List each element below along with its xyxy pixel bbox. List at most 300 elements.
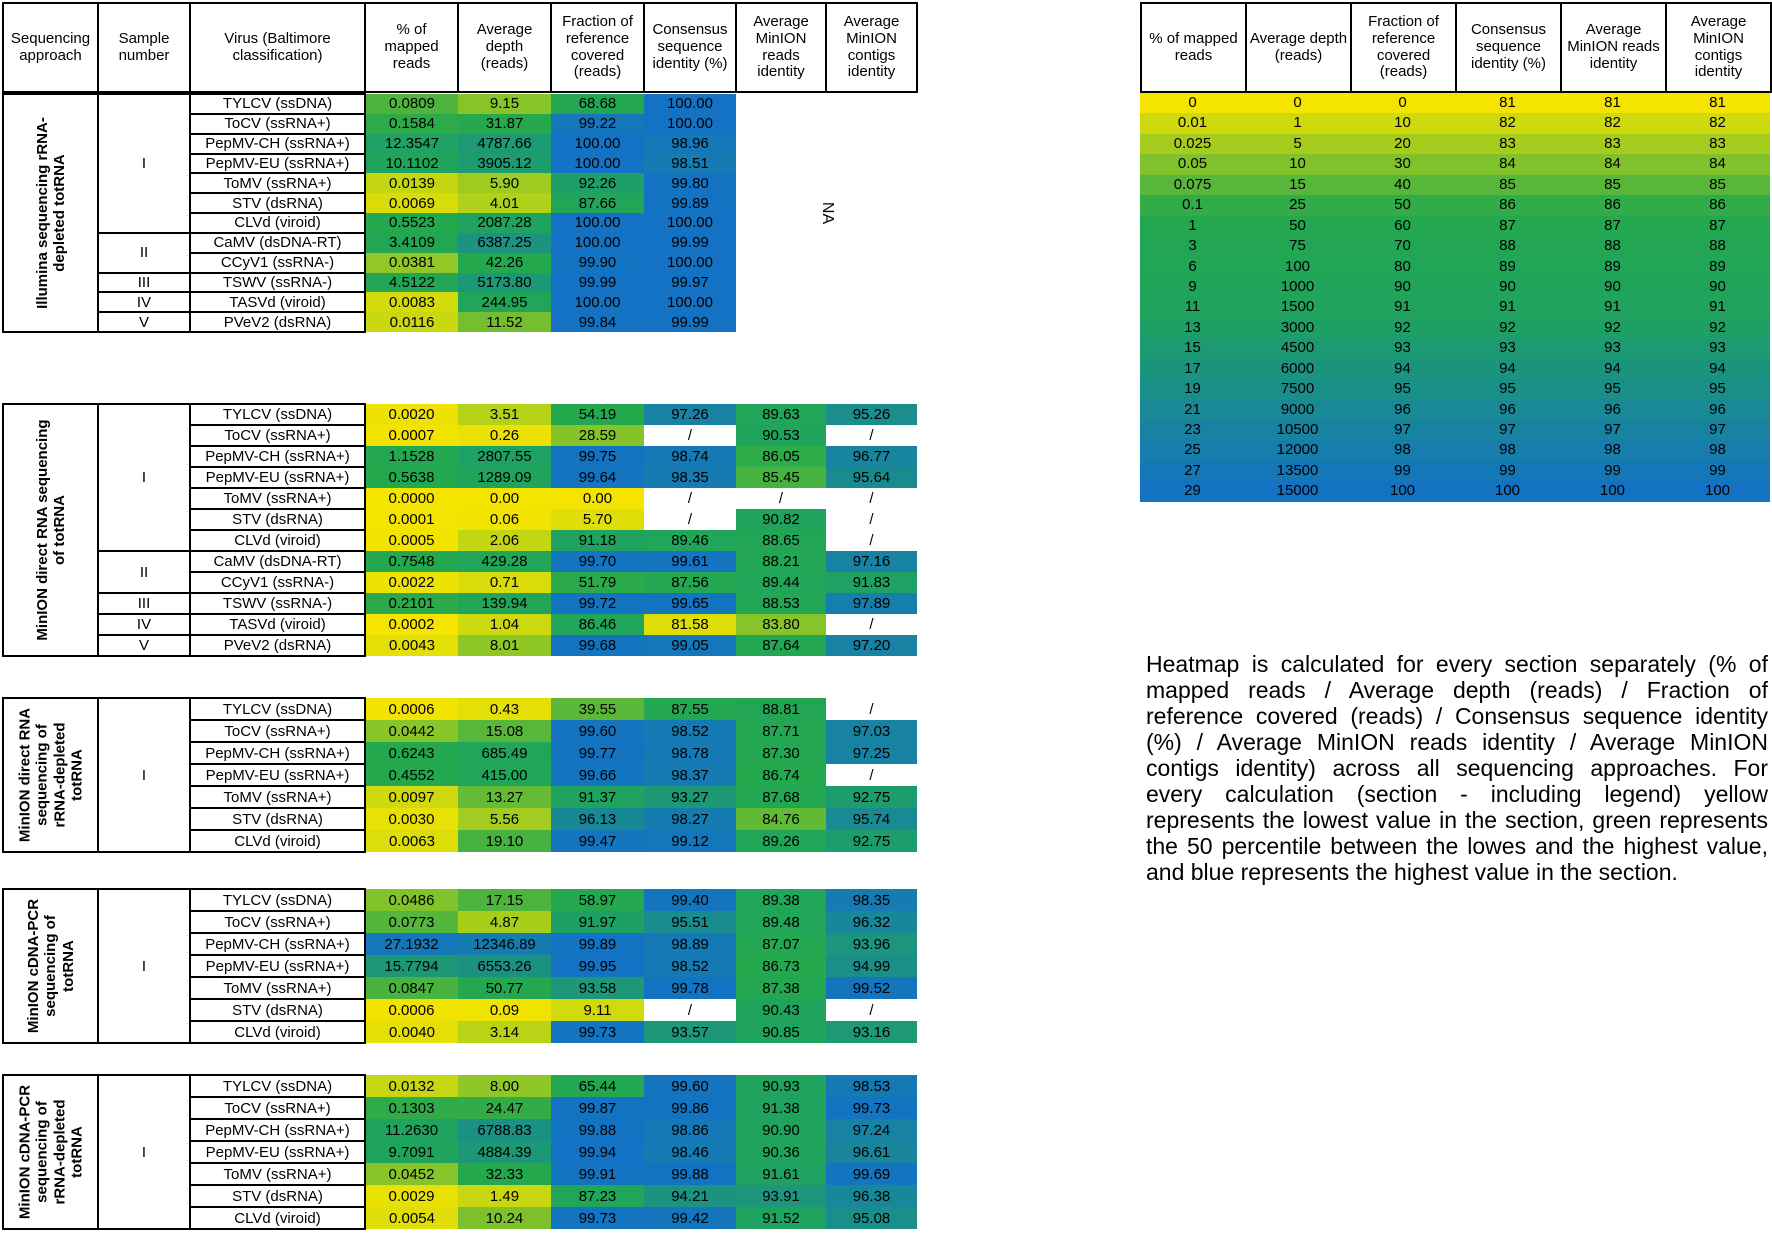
value-cell: 91.18 — [551, 530, 644, 551]
value-cell: 11.52 — [458, 312, 551, 332]
sample-number-cell: I — [98, 94, 190, 233]
value-cell: 99.99 — [644, 312, 736, 332]
value-cell: 91.38 — [736, 1097, 826, 1119]
value-cell: 90.43 — [736, 999, 826, 1021]
legend-cell: 9 — [1188, 277, 1197, 295]
value-cell: 0.0097 — [365, 786, 458, 808]
value-cell: 0.0006 — [365, 698, 458, 720]
virus-cell: STV (dsRNA) — [190, 193, 365, 213]
value-cell: 0.0043 — [365, 635, 458, 656]
virus-cell: ToCV (ssRNA+) — [190, 114, 365, 134]
value-cell: 10.24 — [458, 1207, 551, 1229]
legend-cell: 99 — [1394, 461, 1411, 479]
legend-cell: 6 — [1188, 257, 1197, 275]
legend-cell: 97 — [1499, 421, 1516, 438]
value-cell: 4.87 — [458, 911, 551, 933]
value-cell: 94.99 — [826, 955, 917, 977]
value-cell: 83.80 — [736, 614, 826, 635]
value-cell: 1.49 — [458, 1185, 551, 1207]
value-cell: 0.43 — [458, 698, 551, 720]
virus-cell: PVeV2 (dsRNA) — [190, 635, 365, 656]
value-cell: 92.26 — [551, 173, 644, 193]
virus-cell: STV (dsRNA) — [190, 509, 365, 530]
virus-cell: ToCV (ssRNA+) — [190, 911, 365, 933]
value-cell: 5.70 — [551, 509, 644, 530]
value-cell: 99.73 — [551, 1207, 644, 1229]
value-cell: / — [826, 530, 917, 551]
value-cell: 99.99 — [644, 233, 736, 253]
legend-cell: 98 — [1499, 441, 1516, 459]
value-cell: 87.56 — [644, 572, 736, 593]
value-cell: 24.47 — [458, 1097, 551, 1119]
legend-cell: 88 — [1709, 237, 1726, 255]
value-cell: 17.15 — [458, 889, 551, 911]
value-cell: 0.0020 — [365, 404, 458, 425]
virus-cell: PepMV-CH (ssRNA+) — [190, 446, 365, 467]
value-cell: 87.07 — [736, 933, 826, 955]
value-cell: 97.26 — [644, 404, 736, 425]
value-cell: 0.4552 — [365, 764, 458, 786]
value-cell: 0.0116 — [365, 312, 458, 332]
sample-number-cell: I — [98, 404, 190, 551]
legend-row — [1140, 277, 1770, 297]
value-cell: 90.85 — [736, 1021, 826, 1043]
value-cell: 98.78 — [644, 742, 736, 764]
legend-cell: 99 — [1604, 461, 1621, 479]
value-cell: 0.0847 — [365, 977, 458, 999]
virus-cell: CaMV (dsDNA-RT) — [190, 551, 365, 572]
virus-cell: ToMV (ssRNA+) — [190, 786, 365, 808]
virus-cell: CCyV1 (ssRNA-) — [190, 572, 365, 593]
virus-cell: PepMV-CH (ssRNA+) — [190, 933, 365, 955]
value-cell: 0.0002 — [365, 614, 458, 635]
value-cell: 99.52 — [826, 977, 917, 999]
value-cell: 98.52 — [644, 955, 736, 977]
value-cell: 100.00 — [644, 94, 736, 114]
virus-cell: CLVd (viroid) — [190, 1021, 365, 1043]
value-cell: 1.1528 — [365, 446, 458, 467]
legend-cell: 96 — [1709, 400, 1726, 418]
value-cell: 54.19 — [551, 404, 644, 425]
legend-row — [1140, 400, 1770, 420]
legend-cell: 12000 — [1276, 441, 1319, 459]
value-cell: 99.88 — [551, 1119, 644, 1141]
value-cell: 0.0773 — [365, 911, 458, 933]
value-cell: 87.68 — [736, 786, 826, 808]
value-cell: 99.89 — [644, 193, 736, 213]
virus-row — [3, 614, 917, 635]
value-cell: 95.74 — [826, 808, 917, 830]
legend-cell: 13500 — [1276, 461, 1319, 479]
value-cell: 98.27 — [644, 808, 736, 830]
value-cell: 51.79 — [551, 572, 644, 593]
value-cell: 87.23 — [551, 1185, 644, 1207]
value-cell: 87.30 — [736, 742, 826, 764]
value-cell: 88.21 — [736, 551, 826, 572]
legend-cell: 91 — [1394, 298, 1411, 316]
virus-cell: ToMV (ssRNA+) — [190, 488, 365, 509]
legend-cell: 85 — [1604, 175, 1621, 193]
value-cell: / — [826, 999, 917, 1021]
value-cell: 0.0054 — [365, 1207, 458, 1229]
legend-row — [1140, 93, 1770, 113]
legend-cell: 82 — [1604, 114, 1621, 132]
legend-cell: 87 — [1709, 216, 1726, 234]
value-cell: 99.60 — [551, 720, 644, 742]
legend-cell: 88 — [1499, 237, 1516, 255]
value-cell: 93.91 — [736, 1185, 826, 1207]
legend-row — [1140, 359, 1770, 379]
value-cell: 93.96 — [826, 933, 917, 955]
legend-cell: 89 — [1604, 257, 1621, 275]
sample-number-cell: V — [98, 312, 190, 332]
value-cell: 99.70 — [551, 551, 644, 572]
value-cell: 685.49 — [458, 742, 551, 764]
virus-cell: CLVd (viroid) — [190, 830, 365, 852]
value-cell: 89.63 — [736, 404, 826, 425]
virus-cell: TYLCV (ssDNA) — [190, 404, 365, 425]
value-cell: 86.74 — [736, 764, 826, 786]
legend-cell: 29 — [1184, 482, 1201, 500]
value-cell: 98.86 — [644, 1119, 736, 1141]
value-cell: 32.33 — [458, 1163, 551, 1185]
legend-row — [1140, 257, 1770, 277]
value-cell: 100.00 — [551, 213, 644, 233]
value-cell: 39.55 — [551, 698, 644, 720]
legend-cell: 93 — [1499, 339, 1516, 357]
value-cell: 8.01 — [458, 635, 551, 656]
virus-cell: PepMV-EU (ssRNA+) — [190, 955, 365, 977]
value-cell: 98.46 — [644, 1141, 736, 1163]
legend-cell: 94 — [1499, 359, 1516, 377]
legend-row — [1140, 236, 1770, 256]
virus-cell: ToMV (ssRNA+) — [190, 977, 365, 999]
legend-cell: 95 — [1394, 380, 1411, 398]
value-cell: 98.89 — [644, 933, 736, 955]
legend-cell: 89 — [1499, 257, 1516, 275]
virus-row — [3, 593, 917, 614]
value-cell: 4884.39 — [458, 1141, 551, 1163]
legend-cell: 1 — [1293, 114, 1302, 132]
value-cell: 96.61 — [826, 1141, 917, 1163]
legend-header-mapped-reads: % of mapped reads — [1141, 3, 1246, 92]
sample-number-cell: II — [98, 551, 190, 593]
legend-cell: 70 — [1394, 237, 1411, 255]
value-cell: 0.06 — [458, 509, 551, 530]
legend-cell: 3000 — [1280, 318, 1315, 336]
legend-cell: 88 — [1604, 237, 1621, 255]
value-cell: 0.26 — [458, 425, 551, 446]
value-cell: 87.38 — [736, 977, 826, 999]
legend-cell: 87 — [1499, 216, 1516, 234]
legend-cell: 95 — [1499, 380, 1516, 398]
legend-cell: 83 — [1604, 134, 1621, 152]
legend-cell: 23 — [1184, 421, 1201, 438]
value-cell: 3.51 — [458, 404, 551, 425]
virus-cell: PepMV-CH (ssRNA+) — [190, 742, 365, 764]
value-cell: 90.90 — [736, 1119, 826, 1141]
value-cell: 90.53 — [736, 425, 826, 446]
legend-header-table — [1140, 2, 1772, 93]
legend-cell: 50 — [1394, 196, 1411, 214]
value-cell: 97.25 — [826, 742, 917, 764]
sequencing-approach-cell — [3, 698, 98, 852]
virus-row — [3, 551, 917, 572]
value-cell: 10.1102 — [365, 154, 458, 174]
value-cell: 6553.26 — [458, 955, 551, 977]
virus-cell: TSWV (ssRNA-) — [190, 593, 365, 614]
legend-cell: 100 — [1389, 482, 1416, 500]
legend-cell: 27 — [1184, 461, 1201, 479]
section-table-3 — [2, 697, 918, 853]
value-cell: 97.03 — [826, 720, 917, 742]
sample-number-cell: I — [98, 889, 190, 1043]
virus-cell: STV (dsRNA) — [190, 808, 365, 830]
value-cell: 100.00 — [551, 233, 644, 253]
value-cell: 0.0083 — [365, 292, 458, 312]
legend-cell: 20 — [1394, 134, 1411, 152]
legend-cell: 84 — [1604, 155, 1621, 173]
column-header-consensus-identity: Consensus sequence identity (%) — [644, 3, 736, 92]
figure-caption: Heatmap is calculated for every section separately (% of mapped reads / Average depth (reads) / Fraction of reference covered (reads) / Consensus sequence identity (%) / Average MinION reads identity / Average MinION contigs identity) across all sequencing approaches. For every calculation (section - including legend) yellow represents the lowest value in the section, green represents the 50 percentile between the lowes and the highest value, and blue represents the highest value in the section. — [1146, 651, 1768, 885]
value-cell: / — [644, 509, 736, 530]
value-cell: 99.86 — [644, 1097, 736, 1119]
value-cell: 91.61 — [736, 1163, 826, 1185]
value-cell: 42.26 — [458, 253, 551, 273]
value-cell: 3.4109 — [365, 233, 458, 253]
legend-row — [1140, 338, 1770, 358]
legend-row — [1140, 297, 1770, 317]
value-cell: 98.52 — [644, 720, 736, 742]
virus-row — [3, 635, 917, 656]
legend-header-consensus-identity: Consensus sequence identity (%) — [1456, 3, 1561, 92]
legend-cell: 81 — [1604, 94, 1621, 111]
value-cell: 99.42 — [644, 1207, 736, 1229]
value-cell: 98.51 — [644, 154, 736, 174]
value-cell: 99.47 — [551, 830, 644, 852]
value-cell: 95.51 — [644, 911, 736, 933]
legend-cell: 5 — [1293, 134, 1302, 152]
value-cell: 87.64 — [736, 635, 826, 656]
legend-cell: 82 — [1709, 114, 1726, 132]
value-cell: 89.46 — [644, 530, 736, 551]
sample-number-cell: IV — [98, 292, 190, 312]
legend-cell: 0.05 — [1177, 155, 1208, 173]
value-cell: 0.0005 — [365, 530, 458, 551]
sequencing-approach-label: Illumina sequencing rRNA-depleted totRNA — [33, 117, 68, 309]
legend-cell: 90 — [1709, 277, 1726, 295]
virus-cell: ToCV (ssRNA+) — [190, 720, 365, 742]
value-cell: 4.01 — [458, 193, 551, 213]
legend-cell: 60 — [1394, 216, 1411, 234]
legend-cell: 96 — [1604, 400, 1621, 418]
value-cell: 99.12 — [644, 830, 736, 852]
legend-cell: 99 — [1499, 461, 1516, 479]
value-cell: 0.0139 — [365, 173, 458, 193]
value-cell: / — [644, 488, 736, 509]
value-cell: 85.45 — [736, 467, 826, 488]
value-cell: 89.26 — [736, 830, 826, 852]
value-cell: 0.0006 — [365, 999, 458, 1021]
value-cell: 97.16 — [826, 551, 917, 572]
value-cell: / — [826, 764, 917, 786]
legend-cell: 98 — [1394, 441, 1411, 459]
legend-cell: 0 — [1188, 94, 1197, 111]
value-cell: 27.1932 — [365, 933, 458, 955]
virus-cell: TYLCV (ssDNA) — [190, 889, 365, 911]
virus-cell: PVeV2 (dsRNA) — [190, 312, 365, 332]
value-cell: 0.0007 — [365, 425, 458, 446]
value-cell: 99.90 — [551, 253, 644, 273]
legend-cell: 21 — [1184, 400, 1201, 418]
value-cell: 99.64 — [551, 467, 644, 488]
value-cell: 86.46 — [551, 614, 644, 635]
value-cell: 99.94 — [551, 1141, 644, 1163]
value-cell: 99.66 — [551, 764, 644, 786]
column-header-average-depth: Average depth (reads) — [458, 3, 551, 92]
sequencing-approach-label: MinION cDNA-PCR sequencing of totRNA — [24, 898, 77, 1034]
value-cell: 8.00 — [458, 1075, 551, 1097]
legend-cell: 15 — [1184, 339, 1201, 357]
value-cell: 100.00 — [644, 213, 736, 233]
value-cell: 9.15 — [458, 94, 551, 114]
legend-cell: 4500 — [1280, 339, 1315, 357]
virus-cell: TASVd (viroid) — [190, 292, 365, 312]
virus-cell: CLVd (viroid) — [190, 530, 365, 551]
value-cell: 2807.55 — [458, 446, 551, 467]
value-cell: 0.00 — [551, 488, 644, 509]
value-cell: 88.81 — [736, 698, 826, 720]
legend-cell: 1 — [1188, 216, 1197, 234]
value-cell: 0.0029 — [365, 1185, 458, 1207]
sample-number-cell: III — [98, 273, 190, 293]
legend-cell: 92 — [1499, 318, 1516, 336]
sample-number-cell: II — [98, 233, 190, 273]
legend-cell: 91 — [1709, 298, 1726, 316]
column-header-sequencing-approach: Sequencing approach — [3, 3, 98, 92]
value-cell: 99.61 — [644, 551, 736, 572]
legend-row — [1140, 195, 1770, 215]
value-cell: 91.83 — [826, 572, 917, 593]
legend-cell: 10500 — [1276, 421, 1319, 438]
legend-row — [1140, 440, 1770, 460]
virus-cell: TYLCV (ssDNA) — [190, 94, 365, 114]
value-cell: 86.05 — [736, 446, 826, 467]
value-cell: / — [826, 509, 917, 530]
virus-cell: STV (dsRNA) — [190, 999, 365, 1021]
value-cell: 81.58 — [644, 614, 736, 635]
value-cell: 1289.09 — [458, 467, 551, 488]
value-cell: 99.60 — [644, 1075, 736, 1097]
legend-row — [1140, 154, 1770, 174]
legend-cell: 86 — [1499, 196, 1516, 214]
value-cell: 88.65 — [736, 530, 826, 551]
value-cell: 98.96 — [644, 134, 736, 154]
column-header-mapped-reads: % of mapped reads — [365, 3, 458, 92]
virus-cell: TYLCV (ssDNA) — [190, 1075, 365, 1097]
virus-cell: PepMV-EU (ssRNA+) — [190, 467, 365, 488]
value-cell: 31.87 — [458, 114, 551, 134]
value-cell: 100.00 — [551, 134, 644, 154]
value-cell: 0.1584 — [365, 114, 458, 134]
legend-cell: 87 — [1604, 216, 1621, 234]
legend-cell: 99 — [1709, 461, 1726, 479]
value-cell: 89.38 — [736, 889, 826, 911]
value-cell: 93.58 — [551, 977, 644, 999]
legend-cell: 94 — [1394, 359, 1411, 377]
value-cell: 99.97 — [644, 273, 736, 293]
value-cell: 0.0063 — [365, 830, 458, 852]
sequencing-approach-label: MinION cDNA-PCR sequencing of rRNA-depleted totRNA — [16, 1084, 85, 1220]
value-cell: 0.00 — [458, 488, 551, 509]
value-cell: 100.00 — [644, 292, 736, 312]
legend-cell: 50 — [1289, 216, 1306, 234]
legend-cell: 0.01 — [1177, 114, 1208, 132]
value-cell: 98.53 — [826, 1075, 917, 1097]
value-cell: 100.00 — [644, 253, 736, 273]
value-cell: 99.05 — [644, 635, 736, 656]
legend-cell: 95 — [1604, 380, 1621, 398]
virus-cell: PepMV-EU (ssRNA+) — [190, 764, 365, 786]
legend-cell: 10 — [1394, 114, 1411, 132]
value-cell: 5.90 — [458, 173, 551, 193]
legend-cell: 84 — [1499, 155, 1516, 173]
legend-cell: 94 — [1604, 359, 1621, 377]
sample-number-cell: I — [98, 698, 190, 852]
value-cell: 11.2630 — [365, 1119, 458, 1141]
virus-cell: ToCV (ssRNA+) — [190, 425, 365, 446]
legend-cell: 90 — [1604, 277, 1621, 295]
na-cell — [736, 94, 917, 332]
legend-grid — [1140, 93, 1770, 502]
legend-cell: 15 — [1289, 175, 1306, 193]
value-cell: 0.6243 — [365, 742, 458, 764]
value-cell: 429.28 — [458, 551, 551, 572]
value-cell: 99.68 — [551, 635, 644, 656]
value-cell: 99.78 — [644, 977, 736, 999]
value-cell: 99.89 — [551, 933, 644, 955]
legend-cell: 81 — [1499, 94, 1516, 111]
legend-cell: 9000 — [1280, 400, 1315, 418]
legend-cell: 93 — [1604, 339, 1621, 357]
value-cell: 84.76 — [736, 808, 826, 830]
value-cell: 96.77 — [826, 446, 917, 467]
value-cell: 91.97 — [551, 911, 644, 933]
legend-cell: 97 — [1709, 421, 1726, 438]
value-cell: 0.0132 — [365, 1075, 458, 1097]
column-header-reads-identity: Average MinION reads identity — [736, 3, 826, 92]
legend-cell: 90 — [1394, 277, 1411, 295]
legend-cell: 11 — [1184, 298, 1201, 316]
value-cell: 99.77 — [551, 742, 644, 764]
value-cell: 99.65 — [644, 593, 736, 614]
legend-cell: 85 — [1709, 175, 1726, 193]
virus-row — [3, 94, 917, 114]
value-cell: 99.72 — [551, 593, 644, 614]
sequencing-approach-cell — [3, 94, 98, 332]
value-cell: 98.35 — [644, 467, 736, 488]
value-cell: 90.93 — [736, 1075, 826, 1097]
value-cell: 0.0452 — [365, 1163, 458, 1185]
legend-cell: 7500 — [1280, 380, 1315, 398]
value-cell: / — [644, 425, 736, 446]
value-cell: 93.57 — [644, 1021, 736, 1043]
value-cell: 0.0022 — [365, 572, 458, 593]
legend-row — [1140, 134, 1770, 154]
value-cell: 0.7548 — [365, 551, 458, 572]
legend-cell: 25 — [1184, 441, 1201, 459]
legend-cell: 82 — [1499, 114, 1516, 132]
